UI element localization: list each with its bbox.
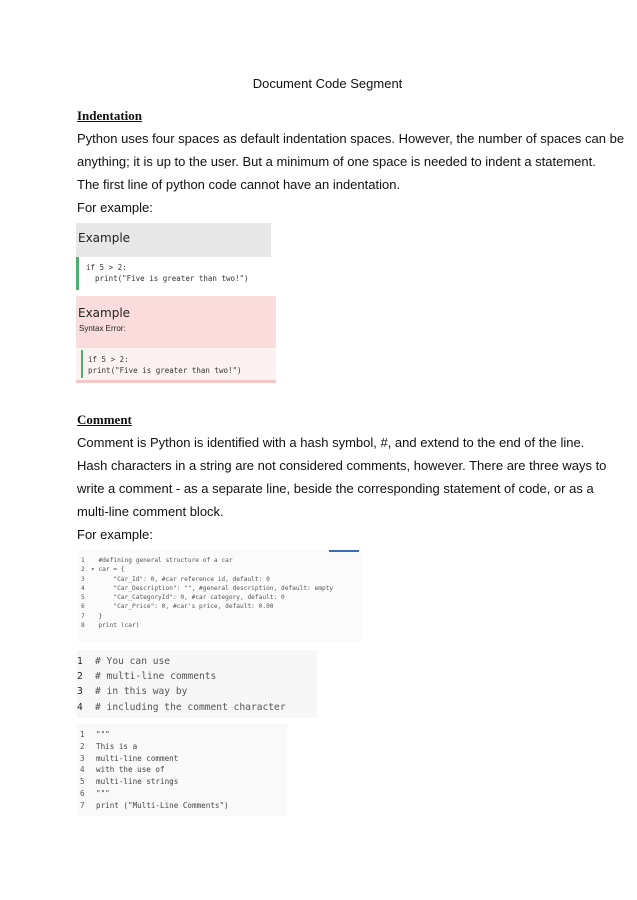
code-line: 1 """: [80, 730, 110, 739]
multiline-hash-comments-image: [77, 650, 317, 718]
code-line: 3 multi-line comment: [80, 753, 179, 763]
indentation-heading: Indentation: [77, 108, 143, 123]
document-title: Document Code Segment: [252, 76, 403, 91]
code-line: 6 """: [80, 788, 110, 798]
code-line: 6 "Car_Price": 0, #car's price, default: 0.00: [81, 603, 274, 611]
code-line: 2 ▾ car = {: [81, 566, 125, 574]
code-line: 2 This is a: [80, 741, 138, 751]
code-line: if 5 > 2:: [88, 355, 129, 364]
code-line: 4 with the use of: [80, 765, 165, 775]
example-header: Example: [78, 231, 131, 245]
code-line: 3 "Car_Id": 0, #car reference id, default: 0: [81, 575, 270, 583]
code-line: 5 "Car_CategoryId": 0, #car category, default: 0: [81, 594, 285, 602]
code-line: print("Five is greater than two!"): [86, 274, 249, 283]
example-panel-error: [76, 296, 276, 348]
comment-heading: Comment: [77, 412, 132, 427]
code-line: 2 # multi-line comments: [77, 671, 217, 683]
code-line: 7 }: [81, 612, 103, 620]
comment-paragraph: [77, 431, 627, 546]
example-panel-correct: [76, 223, 271, 257]
example-code-correct: [76, 257, 271, 290]
code-line: 3 # in this way by: [77, 686, 188, 698]
example-bottom-border: [76, 380, 276, 383]
multiline-string-comment-image: [77, 724, 287, 816]
code-accent-bar: [81, 350, 83, 378]
code-line: 1 # You can use: [77, 656, 171, 667]
car-dict-code-image: [77, 550, 361, 642]
code-line: 5 multi-line strings: [80, 777, 179, 787]
text-line: anything; it is up to the user. But a minimum of one space is needed to indent a statement.: [77, 154, 596, 169]
code-line: 1 #defining general structure of a car: [81, 557, 233, 564]
text-line: multi-line comment block.: [77, 504, 224, 519]
indentation-paragraph: [77, 127, 627, 219]
text-line: The first line of python code cannot have an indentation.: [77, 177, 401, 192]
syntax-error-label: Syntax Error:: [79, 324, 126, 333]
text-line: write a comment - as a separate line, beside the corresponding statement of code, or as a: [77, 481, 594, 496]
example-header: Example: [78, 306, 131, 320]
code-line: if 5 > 2:: [86, 263, 127, 272]
code-line: 8 print (car): [81, 622, 140, 630]
text-line: For example:: [77, 200, 153, 215]
code-line: print("Five is greater than two!"): [88, 366, 242, 375]
example-code-error: [76, 348, 276, 382]
code-line: 4 # including the comment character: [77, 701, 286, 713]
code-line: 7 print ("Multi-Line Comments"): [80, 800, 229, 810]
text-line: Comment is Python is identified with a hash symbol, #, and extend to the end of the line.: [77, 435, 585, 450]
code-line: 4 "Car_Description": "", #general description, default: empty: [81, 584, 334, 592]
text-line: Hash characters in a string are not considered comments, however. There are three ways to: [77, 458, 607, 473]
text-line: For example:: [77, 527, 153, 542]
text-line: Python uses four spaces as default indentation spaces. However, the number of spaces can be: [77, 131, 625, 146]
editor-accent-bar: [329, 550, 359, 552]
